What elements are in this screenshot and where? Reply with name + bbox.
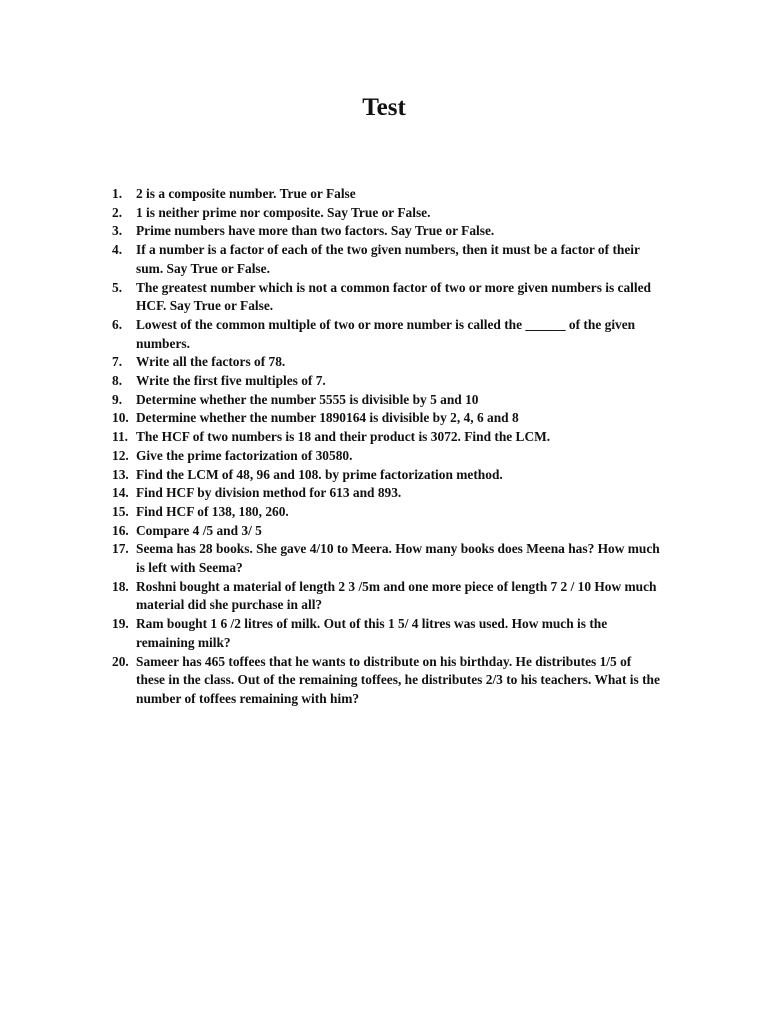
question-item [0,653,768,709]
question-number: 12. [112,447,129,463]
question-text-line: numbers. [136,335,190,351]
question-text-line: HCF. Say True or False. [136,298,274,314]
question-number: 5. [112,279,123,295]
question-item [0,578,768,615]
question-item [0,447,768,466]
question-number: 2. [112,204,123,220]
question-item [0,279,768,316]
question-number: 18. [112,578,129,594]
question-item [0,409,768,428]
question-text-line: 2 is a composite number. True or False [136,186,356,201]
question-item [0,466,768,485]
question-number: 17. [112,541,129,557]
question-item [0,204,768,223]
question-text-line: Find HCF of 138, 180, 260. [136,503,289,519]
question-number: 16. [112,522,129,538]
question-item [0,503,768,522]
question-item [0,522,768,541]
question-list [0,185,768,709]
question-text-line: number of toffees remaining with him? [136,690,360,706]
question-text-line: sum. Say True or False. [136,260,270,276]
question-item [0,316,768,353]
question-item [0,185,768,204]
question-item [0,222,768,241]
question-text-line: Find HCF by division method for 613 and 893. [136,485,402,501]
question-text-line: Give the prime factorization of 30580. [136,447,353,463]
question-item [0,428,768,447]
question-text-line: is left with Seema? [136,560,243,576]
question-item [0,241,768,278]
question-text-line: Determine whether the number 5555 is divisible by 5 and 10 [136,391,479,407]
question-text-line: If a number is a factor of each of the two given numbers, then it must be a factor of their [136,242,640,258]
question-text-line: Determine whether the number 1890164 is divisible by 2, 4, 6 and 8 [136,410,519,426]
question-text-line: Find the LCM of 48, 96 and 108. by prime factorization method. [136,466,503,482]
question-text-line: 1 is neither prime nor composite. Say True or False. [136,204,431,220]
question-number: 15. [112,503,129,519]
question-text-line: Write all the factors of 78. [136,354,286,370]
question-item [0,353,768,372]
question-text-line: remaining milk? [136,634,231,650]
question-text-line: The HCF of two numbers is 18 and their product is 3072. Find the LCM. [136,429,551,445]
question-item [0,391,768,410]
question-number: 20. [112,653,129,669]
question-text-line: these in the class. Out of the remaining toffees, he distributes 2/3 to his teachers. What is the [136,672,660,688]
question-number: 14. [112,485,129,501]
page-title: Test [362,94,406,121]
question-text-line: Roshni bought a material of length 2 3 /5m and one more piece of length 7 2 / 10 How much [136,578,657,594]
question-text-line: Prime numbers have more than two factors. Say True or False. [136,223,495,239]
question-number: 1. [112,186,123,201]
question-number: 7. [112,354,123,370]
question-item [0,484,768,503]
question-item [0,540,768,577]
question-text-line: material did she purchase in all? [136,597,323,613]
question-text-line: Compare 4 /5 and 3/ 5 [136,522,262,538]
question-number: 4. [112,242,123,258]
question-text-line: The greatest number which is not a common factor of two or more given numbers is called [136,279,652,295]
question-text-line: Sameer has 465 toffees that he wants to distribute on his birthday. He distributes 1/5 of [136,653,632,669]
question-number: 3. [112,223,123,239]
question-text-line: Ram bought 1 6 /2 litres of milk. Out of this 1 5/ 4 litres was used. How much is the [136,616,608,632]
question-text-line: Seema has 28 books. She gave 4/10 to Meera. How many books does Meena has? How much [136,541,660,557]
question-item [0,615,768,652]
question-number: 19. [112,616,129,632]
question-text-line: Lowest of the common multiple of two or more number is called the ______ of the given [136,316,636,332]
question-number: 9. [112,391,123,407]
question-text-line: Write the first five multiples of 7. [136,373,326,389]
question-number: 13. [112,466,129,482]
question-number: 11. [112,429,128,445]
question-number: 8. [112,373,123,389]
question-number: 10. [112,410,129,426]
question-item [0,372,768,391]
question-number: 6. [112,316,123,332]
